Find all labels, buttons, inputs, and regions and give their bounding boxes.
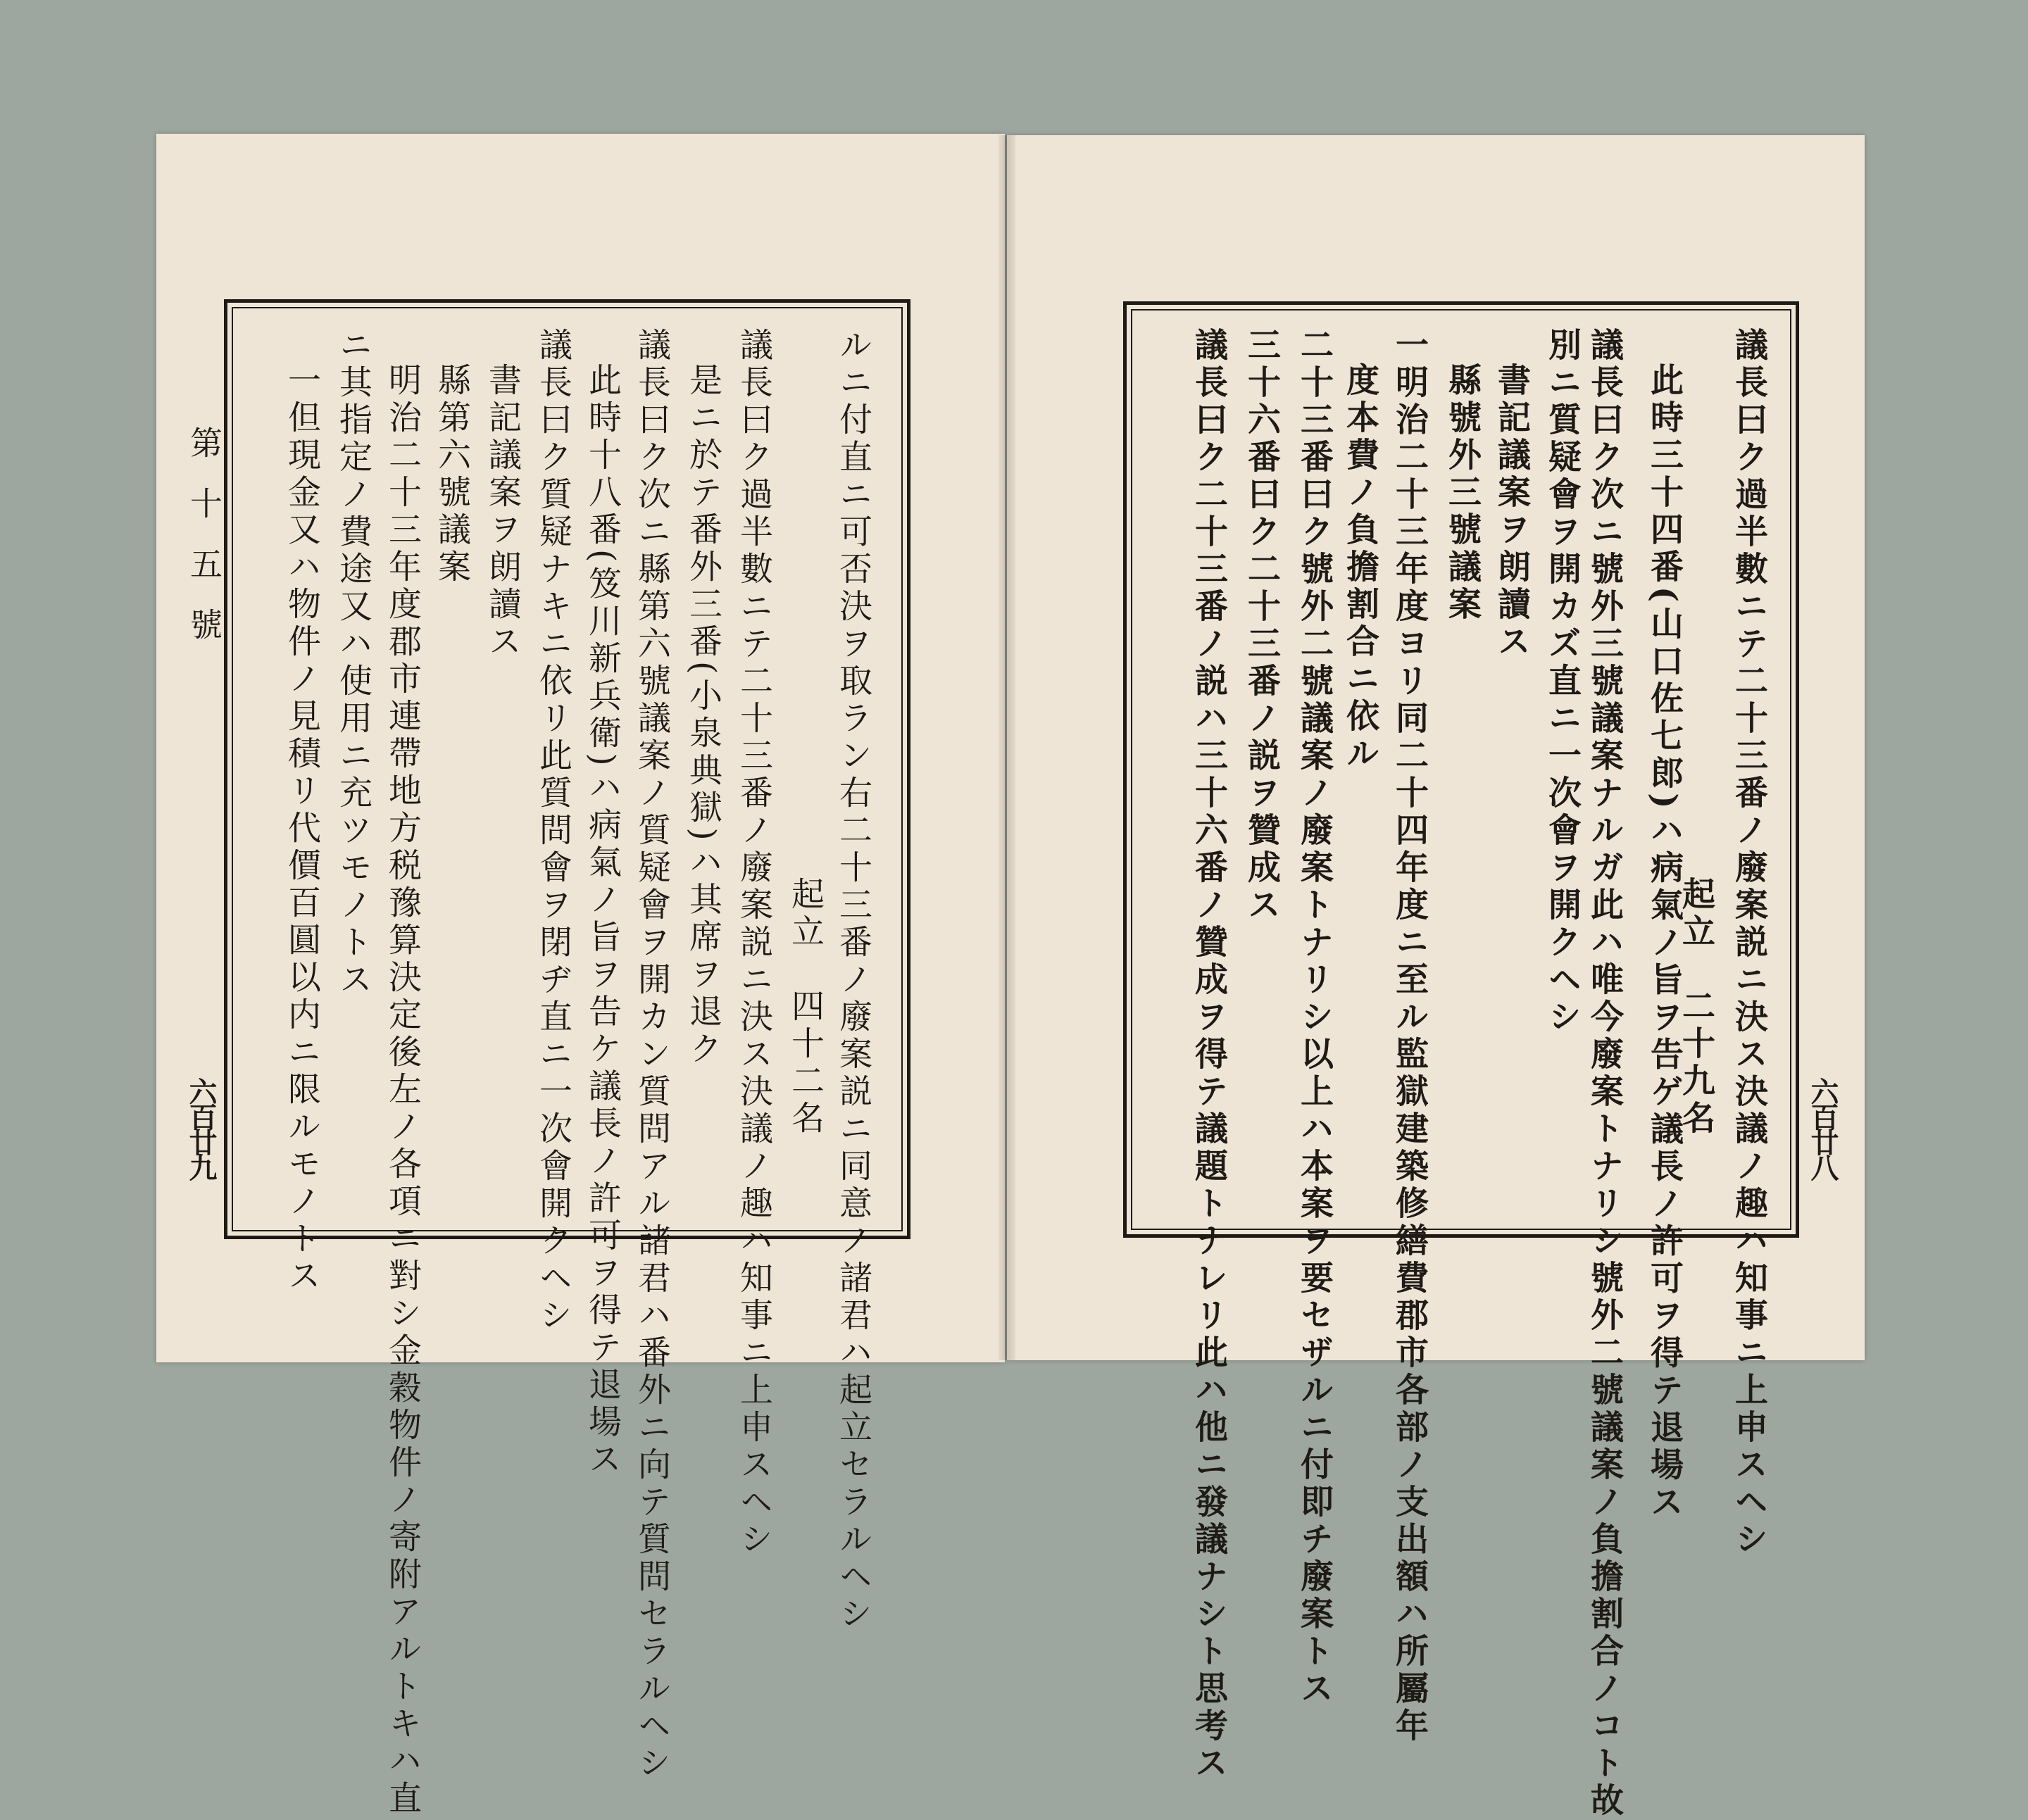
right-line-4: 議長曰ク次ニ號外三號議案ナルガ此ハ唯今廢案トナリシ號外二號議案ノ負擔割合ノコト故: [1585, 327, 1624, 1820]
right-line-6: 書記議案ヲ朗讀ス: [1492, 363, 1531, 661]
left-line-10: 明治二十三年度郡市連帶地方税豫算決定後左ノ各項ニ對シ金穀物件ノ寄附アルトキハ直: [383, 363, 422, 1818]
right-line-11: 三十六番曰ク二十三番ノ説ヲ贊成ス: [1242, 327, 1281, 924]
left-line-12: 一但現金又ハ物件ノ見積リ代價百圓以内ニ限ルモノトス: [282, 363, 321, 1295]
left-line-5: 議長曰ク次ニ縣第六號議案ノ質疑會ヲ開カン質問アル諸君ハ番外ニ向テ質問セラルヘシ: [632, 327, 671, 1783]
right-line-8: 一明治二十三年度ヨリ同二十四年度ニ至ル監獄建築修繕費郡市各部ノ支出額ハ所屬年: [1390, 327, 1429, 1745]
left-line-11: ニ其指定ノ費途又ハ使用ニ充ツモノトス: [334, 327, 373, 999]
left-line-3: 議長曰ク過半數ニテ二十三番ノ廢案説ニ決ス決議ノ趣ハ知事ニ上申スヘシ: [734, 327, 773, 1559]
left-line-1: ルニ付直ニ可否決ヲ取ラン右二十三番ノ廢案説ニ同意ノ諸君ハ起立セラルヘシ: [834, 327, 872, 1633]
left-line-7: 議長曰ク質疑ナキニ依リ此質問會ヲ閉ヂ直ニ一次會開クヘシ: [534, 327, 572, 1335]
left-line-9: 縣第六號議案: [432, 363, 471, 586]
left-line-4: 是ニ於テ番外三番(小泉典獄)ハ其席ヲ退ク: [684, 363, 722, 1069]
right-line-2: 起立 二十九名: [1677, 877, 1715, 1138]
right-line-3: 此時三十四番(山口佐七郎)ハ病氣ノ旨ヲ告ゲ議長ノ許可ヲ得テ退場ス: [1645, 363, 1684, 1522]
right-line-5: 別ニ質疑會ヲ開カズ直ニ一次會ヲ開クヘシ: [1543, 327, 1582, 1036]
right-line-9: 度本費ノ負擔割合ニ依ル: [1341, 363, 1379, 773]
left-page-header: 第十五號: [185, 426, 223, 668]
book-gutter: [999, 135, 1015, 1360]
left-page-folio: 六百廿九: [184, 1077, 218, 1179]
right-line-12: 議長曰ク二十三番ノ説ハ三十六番ノ贊成ヲ得テ議題トナレリ此ハ他ニ發議ナシト思考ス: [1189, 327, 1228, 1783]
left-line-6: 此時十八番(笈川新兵衛)ハ病氣ノ旨ヲ告ケ議長ノ許可ヲ得テ退場ス: [583, 363, 622, 1479]
left-line-8: 書記議案ヲ朗讀ス: [483, 363, 522, 661]
right-page-folio: 六百廿八: [1806, 1077, 1839, 1179]
right-line-7: 縣號外三號議案: [1443, 363, 1482, 624]
right-line-1: 議長曰ク過半數ニテ二十三番ノ廢案説ニ決ス決議ノ趣ハ知事ニ上申スヘシ: [1729, 327, 1768, 1559]
right-line-10: 二十三番曰ク號外二號議案ノ廢案トナリシ以上ハ本案ヲ要セザルニ付即チ廢案トス: [1295, 327, 1334, 1708]
left-line-2: 起立 四十二名: [786, 877, 825, 1138]
